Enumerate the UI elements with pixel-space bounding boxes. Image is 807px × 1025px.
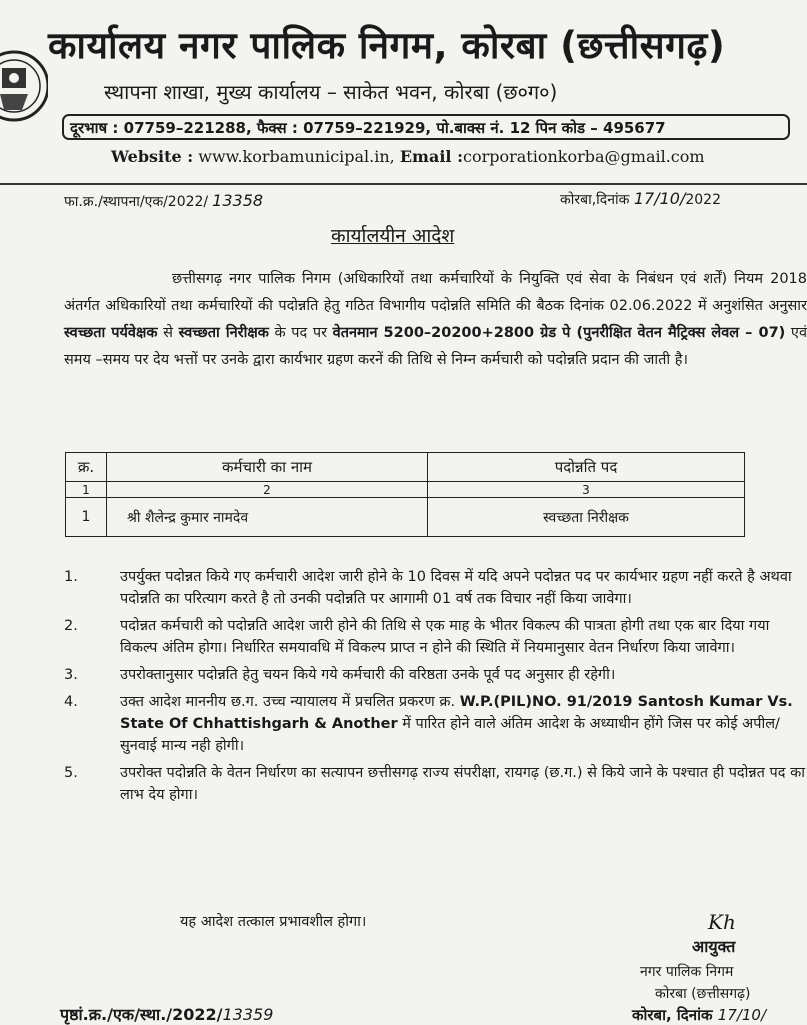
website-line	[111, 147, 705, 166]
website-url[interactable]: www.korbamunicipal.in,	[198, 147, 395, 166]
body-bold1: स्वच्छता पर्यवेक्षक	[64, 325, 158, 341]
date-handwritten: 17/10/	[633, 189, 686, 208]
body-bold3: वेतनमान 5200–20200+2800 ग्रेड पे (पुनरीक्षित वेतन मैट्रिक्स लेवल – 07)	[332, 325, 786, 341]
item-text: उपर्युक्त पदोन्नत किये गए कर्मचारी आदेश जारी होने के 10 दिवस में यदि अपने पदोन्नत पद पर कार्यभार ग्रहण नहीं करते है अथवा पदोन्नति का परित्याग करते है तो उनकी पदोन्नति पर आगामी 01 वर्ष तक विचार नहीं किया जावेगा।	[120, 569, 792, 607]
employee-name: श्री शैलेन्द्र कुमार नामदेव	[107, 498, 428, 537]
list-item	[64, 615, 807, 659]
contact-box: दूरभाष : 07759–221288, फैक्स : 07759–221929, पो.बाक्स नं. 12 पिन कोड – 495677	[62, 114, 790, 140]
list-item	[64, 762, 807, 806]
body-part2: से	[163, 325, 173, 341]
email-address[interactable]: corporationkorba@gmail.com	[462, 147, 705, 166]
item-text: उपरोक्त पदोन्नति के वेतन निर्धारण का सत्यापन छत्तीसगढ़ राज्य संपरीक्षा, रायगढ़ (छ.ग.) से किये जाने के पश्चात ही पदोन्नत पद का लाभ देय होगा।	[120, 765, 805, 803]
list-item	[64, 691, 807, 757]
closing-line: यह आदेश तत्काल प्रभावशील होगा।	[180, 914, 367, 930]
website-label: Website :	[111, 147, 194, 166]
item-number: 5.	[64, 765, 78, 781]
date-year: 2022	[685, 192, 721, 208]
item-text: पदोन्नत कर्मचारी को पदोन्नति आदेश जारी होने की तिथि से एक माह के भीतर विकल्प की पात्रता होगी तथा एक बार दिया गया विकल्प अंतिम होगा। निर्धारित समयावधि में विकल्प प्राप्त न होने की स्थिति में नियमानुसार वेतन निर्धारण किया जावेगा।	[120, 618, 770, 656]
body-bold2: स्वच्छता निरीक्षक	[178, 325, 269, 341]
item-number: 2.	[64, 618, 78, 634]
item-number: 4.	[64, 694, 78, 710]
item-number: 1.	[64, 569, 78, 585]
case-reference: W.P.(PIL)NO. 91/2019 Santosh Kumar Vs. State Of Chhattishgarh & Another	[120, 694, 793, 732]
header-employee-name: कर्मचारी का नाम	[107, 453, 428, 482]
email-label: Email :	[399, 147, 463, 166]
item-text: में पारित होने वाले अंतिम आदेश के अध्याधीन होंगे जिस पर कोई अपील/सुनवाई मान्य नही होगी।	[120, 716, 780, 754]
endorsement-number: 13359	[222, 1005, 274, 1024]
signatory-place: कोरबा (छत्तीसगढ़)	[655, 986, 751, 1002]
date-prefix: कोरबा,दिनांक	[560, 192, 630, 208]
body-part4: एवं समय –समय पर देय भत्तों पर उनके द्वारा कार्यभार ग्रहण करनें की तिथि से निम्न कर्मचारी को पदोन्नति प्रदान की जाती है।	[64, 325, 807, 368]
header-serial: क्र.	[66, 453, 107, 482]
reference-number: 13358	[212, 191, 264, 210]
row-serial: 1	[66, 498, 107, 537]
column-number: 1	[66, 482, 107, 498]
conditions-list	[64, 566, 807, 811]
office-title: कार्यालय नगर पालिक निगम, कोरबा (छत्तीसगढ़)	[48, 24, 726, 67]
endorsement-reference	[60, 1003, 273, 1025]
endorsement-date-prefix: कोरबा, दिनांक	[632, 1006, 713, 1024]
order-date	[560, 189, 721, 209]
office-subtitle: स्थापना शाखा, मुख्य कार्यालय – साकेत भवन, कोरबा (छ०ग०)	[104, 80, 558, 104]
commissioner-signature: Kh	[708, 910, 736, 934]
table-number-row	[66, 482, 745, 498]
reference-prefix: फा.क्र./स्थापना/एक/2022/	[64, 194, 209, 210]
signatory-office: नगर पालिक निगम	[640, 964, 734, 980]
file-reference	[64, 191, 263, 211]
order-subject: कार्यालयीन आदेश	[331, 225, 455, 247]
promoted-post: स्वच्छता निरीक्षक	[428, 498, 745, 537]
table-row	[66, 498, 745, 537]
item-text: उपरोक्तानुसार पदोन्नति हेतु चयन किये गये कर्मचारी की वरिष्ठता उनके पूर्व पद अनुसार ही रहेगी।	[120, 667, 616, 683]
header-promoted-post: पदोन्नति पद	[428, 453, 745, 482]
signatory-designation: आयुक्त	[692, 937, 736, 956]
column-number: 3	[428, 482, 745, 498]
corporation-emblem-icon	[0, 38, 48, 134]
order-body	[64, 266, 807, 374]
list-item	[64, 664, 807, 686]
endorsement-prefix: पृष्ठां.क्र./एक/स्था./2022/	[60, 1005, 223, 1024]
list-item	[64, 566, 807, 610]
promotion-table	[65, 452, 745, 537]
column-number: 2	[107, 482, 428, 498]
table-header-row	[66, 453, 745, 482]
body-part3: के पद पर	[274, 325, 328, 341]
body-part1: छत्तीसगढ़ नगर पालिक निगम (अधिकारियों तथा कर्मचारियों के नियुक्ति एवं सेवा के निबंधन एवं शर्तें) नियम 2018 अंतर्गत अधिकारियों तथा कर्मचारियों की पदोन्नति हेतु गठित विभागीय पदोन्नति समिति की बैठक दिनांक 02.06.2022 में अनुशंसित अनुसार	[64, 271, 807, 314]
endorsement-date-hand: 17/10/	[717, 1006, 767, 1024]
header-divider	[0, 183, 807, 185]
item-number: 3.	[64, 667, 78, 683]
item-text: उक्त आदेश माननीय छ.ग. उच्च न्यायालय में प्रचलित प्रकरण क्र.	[120, 694, 456, 710]
endorsement-date	[632, 1005, 766, 1025]
